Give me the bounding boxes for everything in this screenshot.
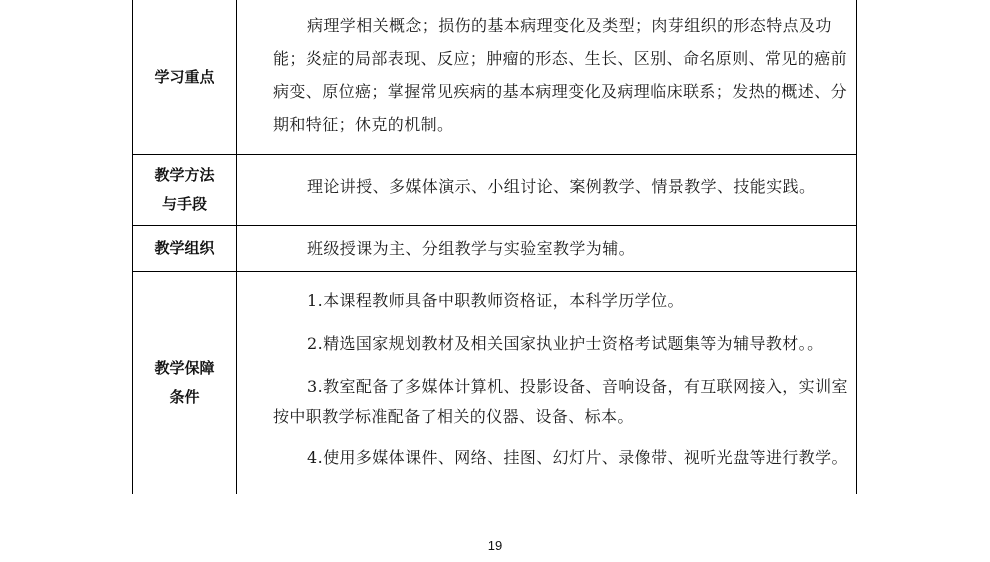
- table-row: [133, 272, 857, 495]
- table-row: [133, 226, 857, 272]
- teaching-methods-text: 理论讲授、多媒体演示、小组讨论、案例教学、情景教学、技能实践。: [307, 177, 816, 196]
- row-label: 学习重点: [154, 67, 215, 86]
- row-label-cell: [133, 155, 237, 226]
- row-content-cell: [237, 226, 857, 272]
- page-number: 19: [487, 538, 503, 553]
- row-label-cell: [133, 226, 237, 272]
- key-points-text: 病理学相关概念；损伤的基本病理变化及类型；肉芽组织的形态特点及功能；炎症的局部表现、反应；肿瘤的形态、生长、区别、命名原则、常见的癌前病变、原位癌；掌握常见疾病的基本病理变化及病理临床联系；发热的概述、分期和特征；休克的机制。: [273, 16, 848, 134]
- course-info-table: [132, 0, 857, 494]
- teaching-organization-text: 班级授课为主、分组教学与实验室教学为辅。: [307, 238, 636, 258]
- list-item: 1.本课程教师具备中职教师资格证，本科学历学位。: [307, 291, 684, 310]
- row-content-cell: [237, 272, 857, 495]
- support-conditions-list: [237, 272, 856, 473]
- row-label: 教学组织: [154, 239, 215, 257]
- row-label-cell: [133, 0, 237, 155]
- row-content-cell: [237, 155, 857, 226]
- row-label-cell: [133, 272, 237, 495]
- list-item: 3.教室配备了多媒体计算机、投影设备、音响设备，有互联网接入，实训室按中职教学标准配备了相关的仪器、设备、标本。: [273, 377, 848, 426]
- row-content-cell: [237, 0, 857, 155]
- row-label: 教学方法与手段: [154, 166, 215, 213]
- row-label: 教学保障条件: [154, 359, 215, 406]
- table-row: [133, 155, 857, 226]
- table-row: [133, 0, 857, 155]
- list-item: 4.使用多媒体课件、网络、挂图、幻灯片、录像带、视听光盘等进行教学。: [307, 448, 848, 467]
- list-item: 2.精选国家规划教材及相关国家执业护士资格考试题集等为辅导教材。。: [307, 334, 824, 353]
